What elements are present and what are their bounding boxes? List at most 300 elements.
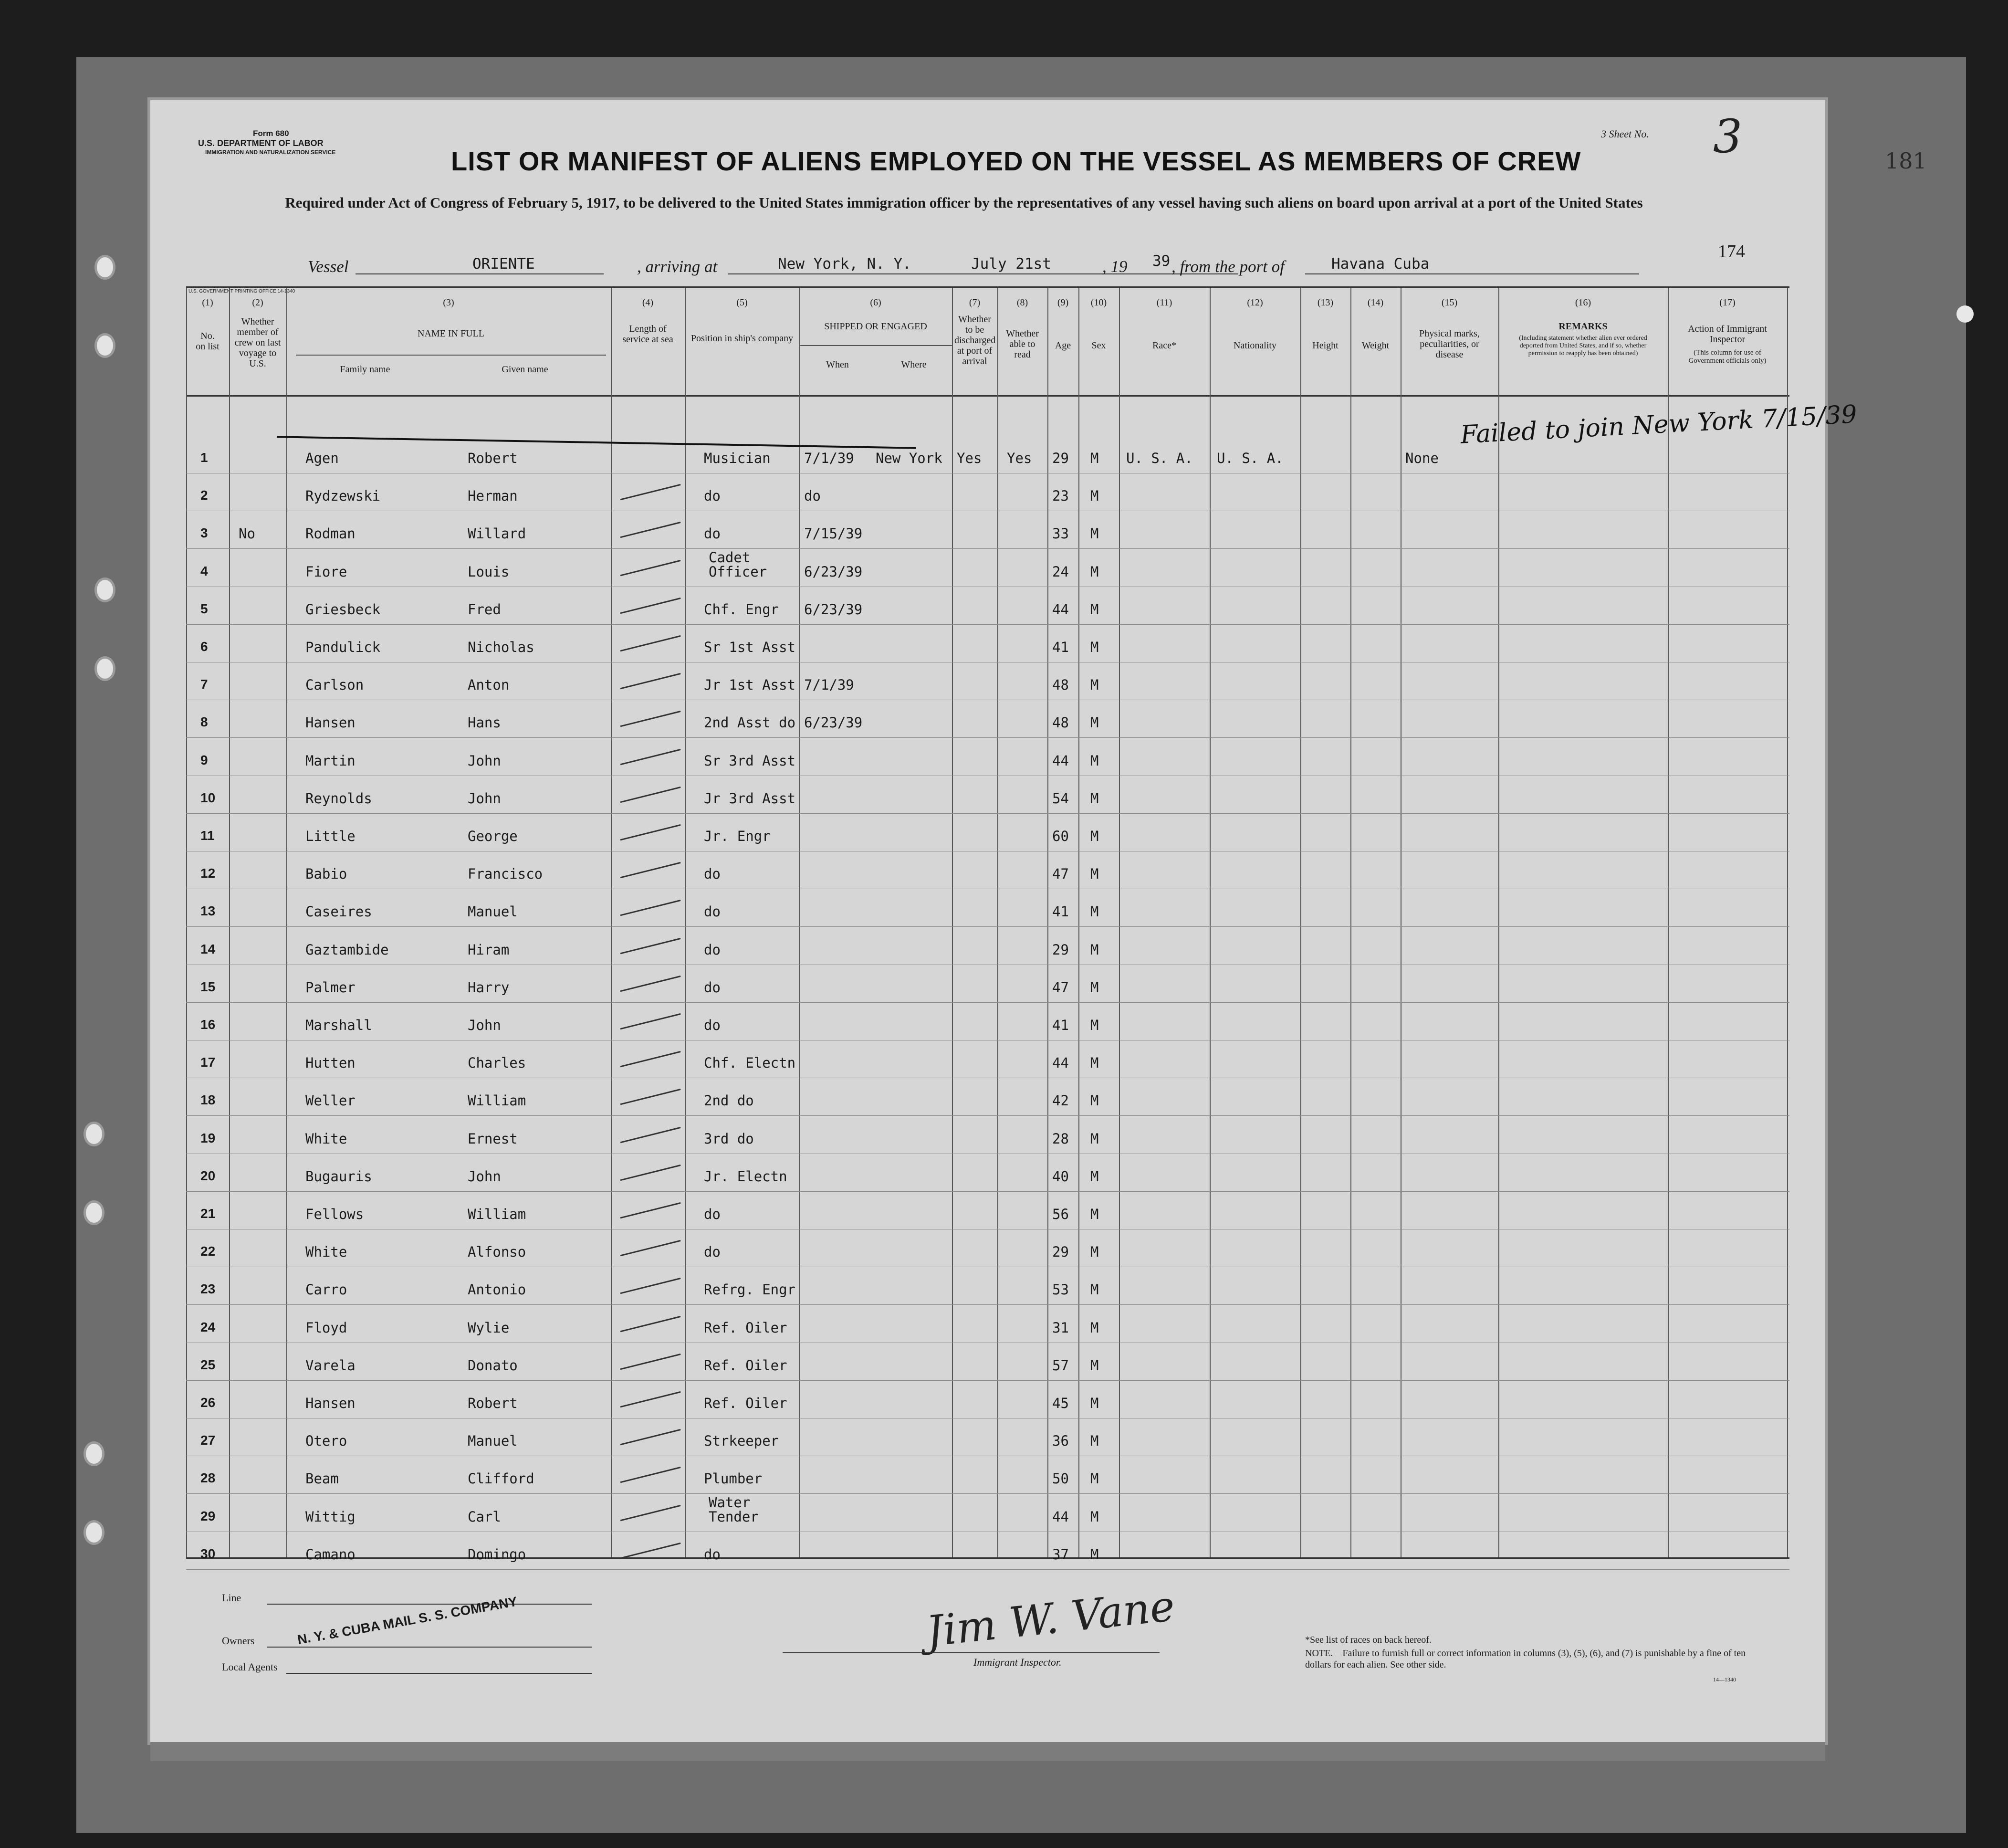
age: 29	[1052, 1244, 1069, 1260]
age: 41	[1052, 1017, 1069, 1033]
vessel-name: ORIENTE	[472, 255, 535, 273]
family-name: Carro	[305, 1281, 347, 1298]
age: 44	[1052, 1055, 1069, 1071]
position: Ref. Oiler	[704, 1395, 787, 1411]
sex: M	[1090, 1357, 1099, 1374]
sex: M	[1090, 1546, 1099, 1563]
arrival-date: July 21st	[971, 255, 1051, 273]
family-name: Rydzewski	[305, 488, 381, 504]
age: 41	[1052, 639, 1069, 655]
column-subheader-when: When	[826, 359, 849, 370]
sex: M	[1090, 1017, 1099, 1033]
family-name: Bugauris	[305, 1168, 372, 1185]
position: Strkeeper	[704, 1433, 779, 1449]
checkmark-icon	[617, 472, 680, 501]
inspector-label: Immigrant Inspector.	[973, 1656, 1062, 1668]
family-name: Fiore	[305, 563, 347, 580]
position: do	[704, 941, 721, 958]
family-name: Gaztambide	[305, 941, 389, 958]
sex: M	[1090, 1395, 1099, 1411]
age: 28	[1052, 1130, 1069, 1147]
given-name: Fred	[468, 601, 501, 618]
position: Musician	[704, 450, 771, 466]
discharged: Yes	[957, 450, 982, 466]
column-header-remarks: REMARKS	[1558, 321, 1608, 332]
sex: M	[1090, 752, 1099, 769]
row-number: 29	[200, 1508, 216, 1523]
checkmark-icon	[617, 586, 680, 614]
age: 33	[1052, 525, 1069, 542]
family-name: Wittig	[305, 1508, 356, 1525]
age: 50	[1052, 1470, 1069, 1487]
position: Chf. Electn	[704, 1055, 796, 1071]
owners-underline	[267, 1647, 592, 1648]
given-name: Hiram	[468, 941, 510, 958]
age: 47	[1052, 866, 1069, 882]
given-name: John	[468, 1168, 501, 1185]
year-prefix: , 19	[1102, 257, 1128, 276]
family-name: Palmer	[305, 979, 356, 996]
page-title: LIST OR MANIFEST OF ALIENS EMPLOYED ON THE VESSEL AS MEMBERS OF CREW	[451, 146, 1581, 176]
arriving-port: New York, N. Y.	[778, 255, 911, 273]
position: Plumber	[704, 1470, 763, 1487]
checkmark-icon	[617, 1303, 680, 1332]
line-label: Line	[222, 1592, 241, 1604]
family-name: Hansen	[305, 714, 356, 731]
given-name: Manuel	[468, 1433, 518, 1449]
given-name: Anton	[468, 677, 510, 693]
column-header-discharged: Whether to be discharged at port of arrival	[954, 314, 996, 367]
column-number: (13)	[1317, 297, 1334, 308]
checkmark-icon	[617, 1114, 680, 1143]
column-header-crew: Whether member of crew on last voyage to U.S.	[234, 316, 281, 369]
checkmark-icon	[617, 510, 680, 538]
given-name: Robert	[468, 450, 518, 466]
row-number: 6	[200, 639, 208, 654]
form-bottom-strip	[150, 1742, 1825, 1761]
column-header-shipped: SHIPPED OR ENGAGED	[824, 321, 927, 332]
row-number: 30	[200, 1546, 216, 1561]
column-number: (4)	[642, 297, 654, 308]
sex: M	[1090, 1281, 1099, 1298]
column-subheader-given: Given name	[502, 364, 548, 375]
penalty-note: NOTE.—Failure to furnish full or correct information in columns (3), (5), (6), and (7) is punishable by a fine of ten dollars for each alien. See other side.	[1305, 1648, 1746, 1670]
sex: M	[1090, 488, 1099, 504]
family-name: Babio	[305, 866, 347, 882]
checkmark-icon	[617, 1077, 680, 1105]
family-name: Rodman	[305, 525, 356, 542]
column-header-height: Height	[1312, 340, 1339, 351]
checkmark-icon	[617, 964, 680, 992]
family-name: White	[305, 1130, 347, 1147]
family-name: White	[305, 1244, 347, 1260]
position: Jr 3rd Asst	[704, 790, 796, 807]
age: 47	[1052, 979, 1069, 996]
sheet-number: 3	[1713, 110, 1743, 163]
checkmark-icon	[617, 1266, 680, 1294]
given-name: Clifford	[468, 1470, 534, 1487]
family-name: Camano	[305, 1546, 356, 1563]
sex: M	[1090, 1319, 1099, 1336]
line-underline	[267, 1604, 592, 1605]
given-name: William	[468, 1206, 526, 1222]
row-number: 2	[200, 488, 208, 503]
sex: M	[1090, 1244, 1099, 1260]
position: Sr 3rd Asst	[704, 752, 796, 769]
age: 56	[1052, 1206, 1069, 1222]
column-number: (6)	[870, 297, 881, 308]
checkmark-icon	[617, 1153, 680, 1181]
checkmark-icon	[617, 1190, 680, 1219]
family-name: Little	[305, 828, 356, 844]
row-number: 23	[200, 1281, 216, 1297]
position: Cadet Officer	[709, 549, 767, 580]
checkmark-icon	[617, 1228, 680, 1257]
row-number: 5	[200, 601, 208, 616]
column-number: (16)	[1575, 297, 1591, 308]
inspector-note: (This column for use of Government officials only)	[1688, 349, 1767, 365]
checkmark-icon	[617, 699, 680, 727]
column-header-inspector: Action of Immigrant Inspector	[1688, 324, 1767, 345]
sheet-label: 3 Sheet No.	[1601, 128, 1649, 140]
age: 53	[1052, 1281, 1069, 1298]
given-name: Louis	[468, 563, 510, 580]
shipped-when: do	[804, 488, 821, 504]
checkmark-icon	[617, 1531, 680, 1559]
sex: M	[1090, 903, 1099, 920]
shipped-where: New York	[876, 450, 942, 466]
column-number: (3)	[443, 297, 454, 308]
owners-label: Owners	[222, 1635, 255, 1647]
vessel-label: Vessel	[308, 257, 349, 276]
sex: M	[1090, 1092, 1099, 1109]
row-number: 16	[200, 1017, 216, 1032]
shipped-when: 7/1/39	[804, 677, 854, 693]
given-name: Robert	[468, 1395, 518, 1411]
shipped-when: 6/23/39	[804, 563, 863, 580]
age: 54	[1052, 790, 1069, 807]
arrival-year: 39	[1152, 252, 1171, 270]
form-number: Form 680	[253, 129, 289, 138]
family-name: Hutten	[305, 1055, 356, 1071]
agents-label: Local Agents	[222, 1661, 278, 1673]
shipped-when: 6/23/39	[804, 714, 863, 731]
column-number: (1)	[202, 297, 213, 308]
position: do	[704, 1244, 721, 1260]
family-name: Martin	[305, 752, 356, 769]
age: 42	[1052, 1092, 1069, 1109]
age: 48	[1052, 677, 1069, 693]
sex: M	[1090, 639, 1099, 655]
column-header-sex: Sex	[1091, 340, 1106, 351]
given-name: Charles	[468, 1055, 526, 1071]
row-number: 9	[200, 752, 208, 767]
family-name: Beam	[305, 1470, 339, 1487]
row-number: 28	[200, 1470, 216, 1486]
column-number: (2)	[252, 297, 263, 308]
from-port-underline	[1305, 273, 1639, 274]
family-name: Carlson	[305, 677, 364, 693]
family-name: Reynolds	[305, 790, 372, 807]
given-name: Hans	[468, 714, 501, 731]
column-number: (17)	[1719, 297, 1736, 308]
position: do	[704, 1546, 721, 1563]
position: do	[704, 903, 721, 920]
position: Refrg. Engr	[704, 1281, 796, 1298]
age: 45	[1052, 1395, 1069, 1411]
sex: M	[1090, 828, 1099, 844]
position: Jr. Engr	[704, 828, 771, 844]
inspector-signature-line	[783, 1652, 1160, 1653]
shipped-when: 7/1/39	[804, 450, 854, 466]
column-number: (9)	[1057, 297, 1069, 308]
column-number: (7)	[969, 297, 981, 308]
family-name: Otero	[305, 1433, 347, 1449]
row-number: 18	[200, 1092, 216, 1108]
column-header-position: Position in ship's company	[690, 333, 794, 344]
position: 3rd do	[704, 1130, 754, 1147]
row-number: 20	[200, 1168, 216, 1183]
checkmark-icon	[617, 547, 680, 576]
age: 44	[1052, 752, 1069, 769]
column-number: (12)	[1247, 297, 1263, 308]
position: do	[704, 525, 721, 542]
row-number: 14	[200, 941, 216, 956]
position: 2nd Asst do	[704, 714, 796, 731]
given-name: Willard	[468, 525, 526, 542]
checkmark-icon	[617, 1492, 680, 1521]
given-name: Antonio	[468, 1281, 526, 1298]
position: do	[704, 979, 721, 996]
sex: M	[1090, 525, 1099, 542]
sex: M	[1090, 941, 1099, 958]
physical-marks: None	[1405, 450, 1439, 466]
crew-table	[186, 286, 1789, 1563]
column-header-age: Age	[1055, 340, 1071, 351]
crew-last-voyage: No	[239, 525, 255, 542]
given-name: John	[468, 790, 501, 807]
row-number: 12	[200, 866, 216, 881]
age: 23	[1052, 488, 1069, 504]
row-number: 11	[200, 828, 215, 843]
vessel-underline	[356, 273, 604, 274]
checkmark-icon	[617, 1001, 680, 1030]
family-name: Marshall	[305, 1017, 372, 1033]
given-name: Nicholas	[468, 639, 534, 655]
row-number: 19	[200, 1130, 216, 1145]
sex: M	[1090, 677, 1099, 693]
printing-office-note: U.S. GOVERNMENT PRINTING OFFICE 14-1340	[188, 289, 295, 294]
sex: M	[1090, 979, 1099, 996]
page-subtitle: Required under Act of Congress of February 5, 1917, to be delivered to the United States immigration officer by the representatives of any vessel having such aliens on board upon arrival at a port of the United States	[285, 194, 1643, 211]
sex: M	[1090, 601, 1099, 618]
sex: M	[1090, 1470, 1099, 1487]
vessel-line	[308, 252, 1639, 276]
position: 2nd do	[704, 1092, 754, 1109]
row-number: 25	[200, 1357, 216, 1372]
column-header-no: No. on list	[196, 331, 220, 352]
column-header-weight: Weight	[1361, 340, 1390, 351]
given-name: Manuel	[468, 903, 518, 920]
column-header-marks: Physical marks, peculiarities, or disease	[1419, 328, 1480, 360]
sex: M	[1090, 1168, 1099, 1185]
row-number: 8	[200, 714, 208, 730]
position: Jr. Electn	[704, 1168, 787, 1185]
checkmark-icon	[617, 1039, 680, 1068]
column-number: (8)	[1016, 297, 1028, 308]
age: 57	[1052, 1357, 1069, 1374]
sex: M	[1090, 1433, 1099, 1449]
form-code: 14—1340	[1713, 1676, 1736, 1683]
sex: M	[1090, 563, 1099, 580]
position: Sr 1st Asst	[704, 639, 796, 655]
row-number: 1	[200, 450, 208, 465]
column-header-read: Whether able to read	[1006, 328, 1039, 360]
checkmark-icon	[617, 1455, 680, 1483]
checkmark-icon	[617, 812, 680, 841]
column-header-name: NAME IN FULL	[418, 328, 484, 339]
position: Jr 1st Asst	[704, 677, 796, 693]
row-number: 3	[200, 525, 208, 541]
from-port: Havana Cuba	[1331, 255, 1430, 273]
position: do	[704, 488, 721, 504]
column-number: (11)	[1156, 297, 1172, 308]
position: do	[704, 1017, 721, 1033]
age: 48	[1052, 714, 1069, 731]
checkmark-icon	[617, 1379, 680, 1408]
age: 37	[1052, 1546, 1069, 1563]
column-number: (10)	[1090, 297, 1107, 308]
binder-hole	[84, 1122, 105, 1146]
column-header-nationality: Nationality	[1234, 340, 1276, 351]
position: Ref. Oiler	[704, 1319, 787, 1336]
age: 40	[1052, 1168, 1069, 1185]
family-name: Griesbeck	[305, 601, 381, 618]
position: do	[704, 866, 721, 882]
header-rule	[186, 395, 1789, 397]
checkmark-icon	[617, 623, 680, 652]
checkmark-icon	[617, 1342, 680, 1370]
age: 29	[1052, 450, 1069, 466]
binder-hole	[84, 1441, 105, 1466]
age: 31	[1052, 1319, 1069, 1336]
sex: M	[1090, 1055, 1099, 1071]
row-number: 21	[200, 1206, 216, 1221]
checkmark-icon	[617, 661, 680, 690]
binder-hole	[94, 578, 115, 602]
family-name: Pandulick	[305, 639, 381, 655]
column-subheader-where: Where	[901, 359, 927, 370]
sex: M	[1090, 1206, 1099, 1222]
sex: M	[1090, 790, 1099, 807]
checkmark-icon	[617, 925, 680, 954]
row-number: 27	[200, 1433, 216, 1448]
arriving-underline	[728, 273, 1238, 274]
row-number: 7	[200, 677, 208, 692]
age: 36	[1052, 1433, 1069, 1449]
shipped-when: 6/23/39	[804, 601, 863, 618]
races-note: *See list of races on back hereof.	[1305, 1635, 1432, 1645]
owners-stamp: N. Y. & CUBA MAIL S. S. COMPANY	[296, 1594, 519, 1648]
age: 44	[1052, 601, 1069, 618]
agents-underline	[286, 1673, 592, 1674]
position: do	[704, 1206, 721, 1222]
row-number: 10	[200, 790, 216, 805]
age: 60	[1052, 828, 1069, 844]
sex: M	[1090, 714, 1099, 731]
given-name: William	[468, 1092, 526, 1109]
family-name: Varela	[305, 1357, 356, 1374]
binder-hole	[94, 656, 115, 681]
position: Water Tender	[709, 1494, 759, 1525]
given-name: Domingo	[468, 1546, 526, 1563]
sex: M	[1090, 450, 1099, 466]
row-number: 4	[200, 563, 208, 578]
given-name: John	[468, 752, 501, 769]
column-subheader-family: Family name	[340, 364, 390, 375]
handwritten-remark: Failed to join New York 7/15/39	[1460, 400, 1858, 450]
column-header-service: Length of service at sea	[622, 324, 673, 345]
sex: M	[1090, 1130, 1099, 1147]
column-header-race: Race*	[1152, 340, 1176, 351]
column-number: (15)	[1441, 297, 1458, 308]
arriving-label: , arriving at	[637, 257, 718, 276]
department-name: U.S. DEPARTMENT OF LABOR	[198, 138, 324, 148]
family-name: Floyd	[305, 1319, 347, 1336]
given-name: George	[468, 828, 518, 844]
able-to-read: Yes	[1007, 450, 1032, 466]
from-port-label: , from the port of	[1171, 257, 1285, 276]
remarks-note: (Including statement whether alien ever ordered deported from United States, and if so, whether permission to reapply has been obtained)	[1519, 335, 1647, 357]
row-number: 26	[200, 1395, 216, 1410]
nationality: U. S. A.	[1217, 450, 1284, 466]
service-name: IMMIGRATION AND NATURALIZATION SERVICE	[205, 149, 336, 156]
binder-hole	[94, 255, 115, 280]
row-number: 15	[200, 979, 216, 994]
family-name: Fellows	[305, 1206, 364, 1222]
binder-hole	[94, 333, 115, 358]
row-number: 13	[200, 903, 216, 919]
position: Chf. Engr	[704, 601, 779, 618]
given-name: Ernest	[468, 1130, 518, 1147]
given-name: Herman	[468, 488, 518, 504]
shipped-when: 7/15/39	[804, 525, 863, 542]
given-name: John	[468, 1017, 501, 1033]
stamp-number: 174	[1718, 242, 1745, 262]
column-number: (5)	[736, 297, 748, 308]
checkmark-icon	[617, 888, 680, 916]
given-name: Carl	[468, 1508, 501, 1525]
row-number: 17	[200, 1055, 216, 1070]
binder-hole	[84, 1200, 105, 1225]
row-number: 22	[200, 1244, 216, 1259]
inspector-signature: Jim W. Vane	[924, 1581, 1177, 1657]
checkmark-icon	[617, 775, 680, 803]
checkmark-icon	[617, 1417, 680, 1446]
age: 24	[1052, 563, 1069, 580]
age: 41	[1052, 903, 1069, 920]
punch-hole-right	[1956, 305, 1974, 323]
row-number: 24	[200, 1319, 216, 1334]
sex: M	[1090, 866, 1099, 882]
checkmark-icon	[617, 850, 680, 879]
given-name: Alfonso	[468, 1244, 526, 1260]
family-name: Weller	[305, 1092, 356, 1109]
checkmark-icon	[617, 736, 680, 765]
given-name: Wylie	[468, 1319, 510, 1336]
binder-hole	[84, 1520, 105, 1545]
position: Ref. Oiler	[704, 1357, 787, 1374]
